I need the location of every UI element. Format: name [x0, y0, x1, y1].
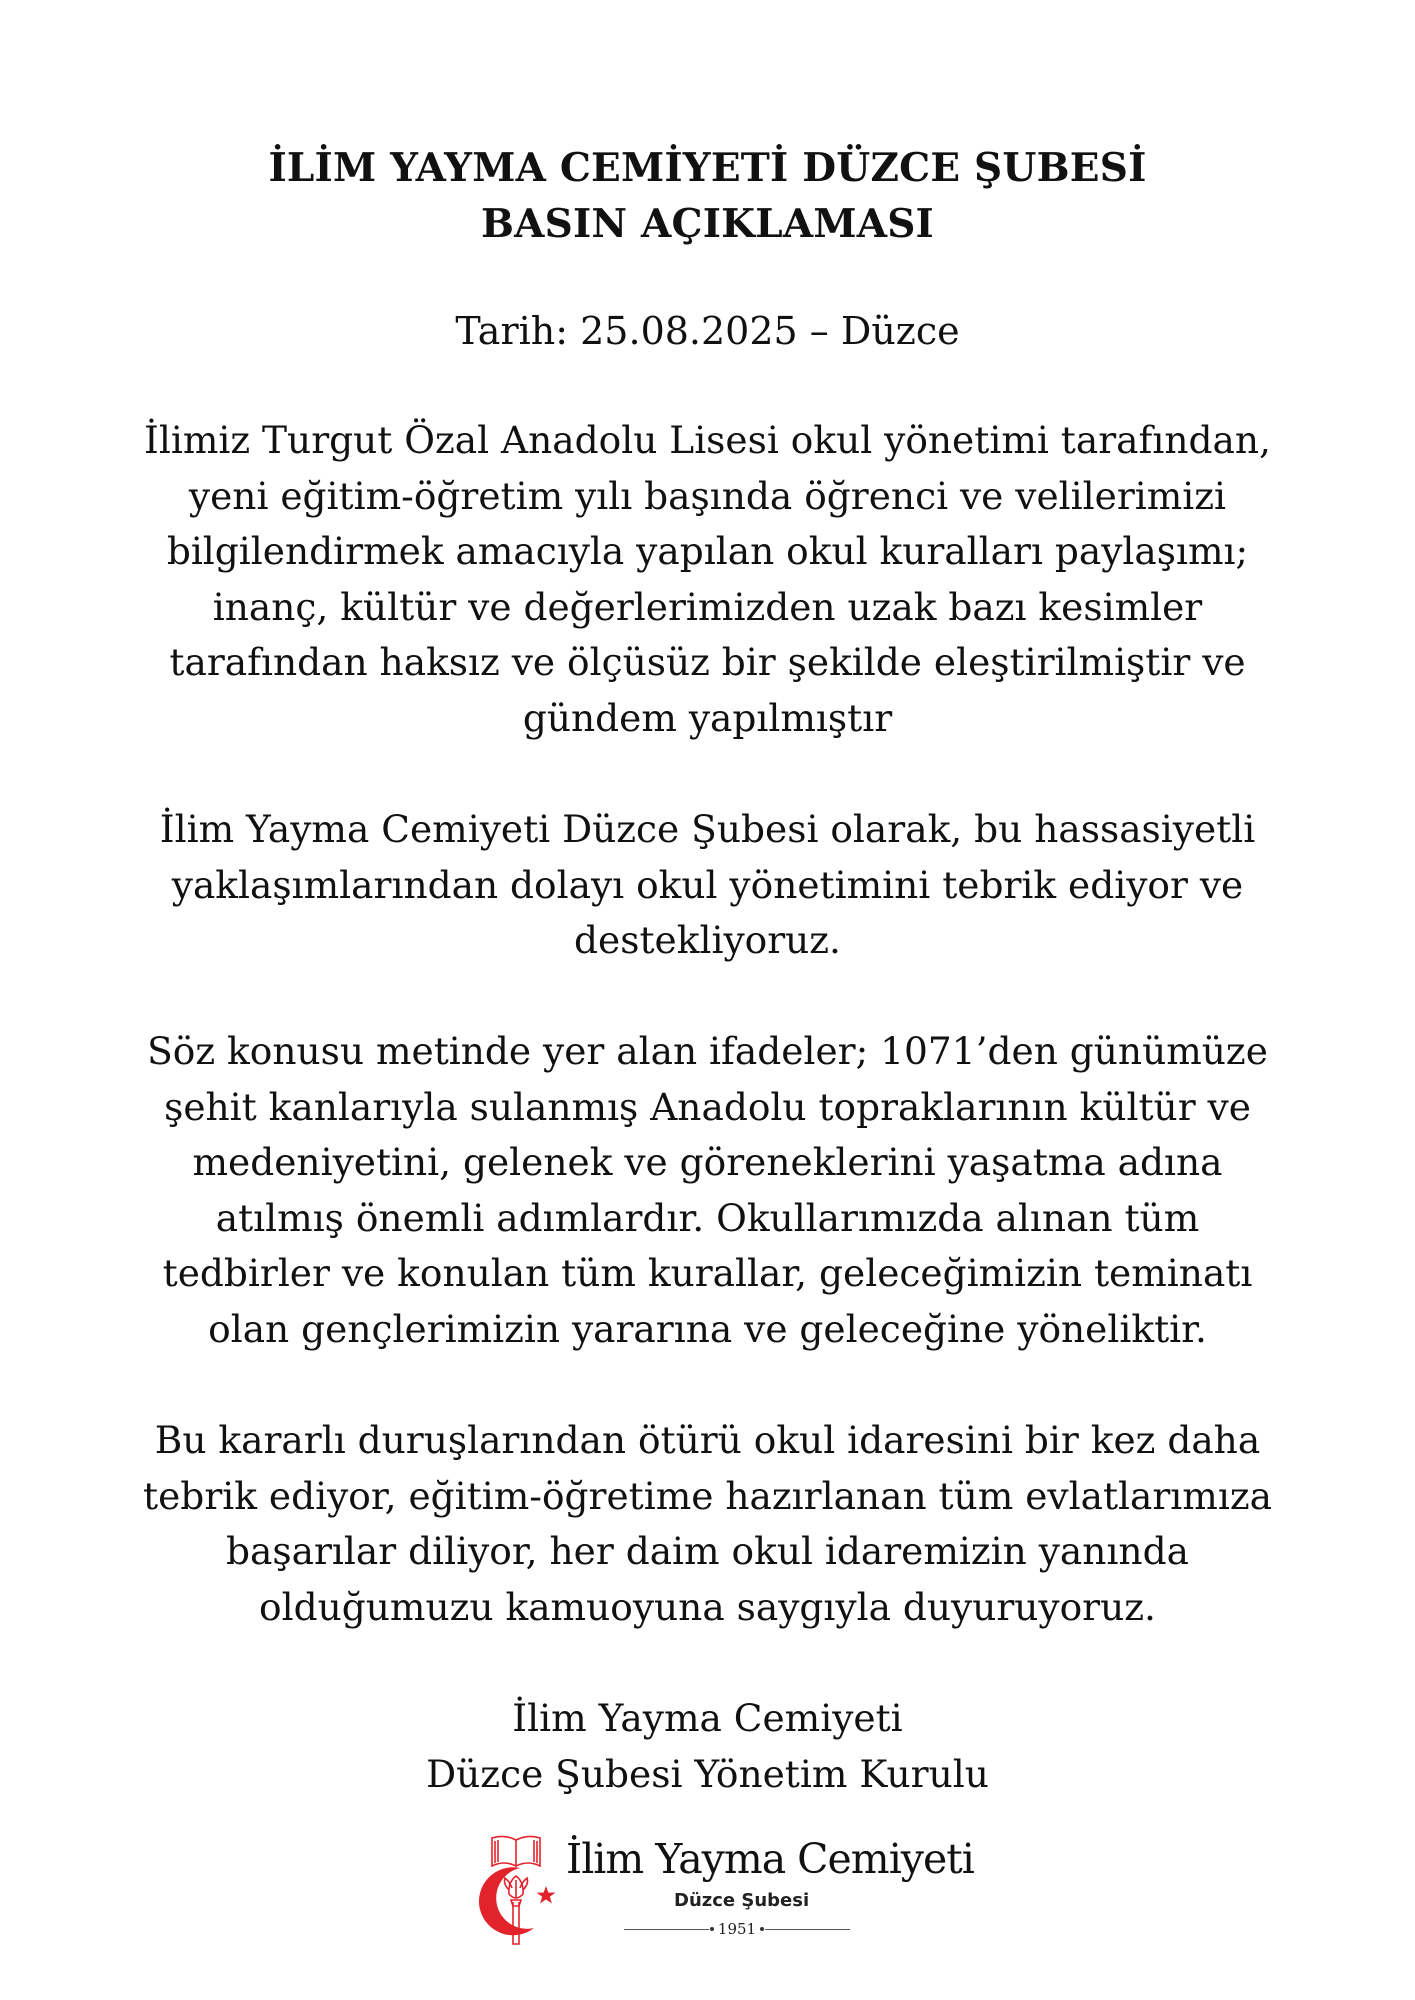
paragraph-line: atılmış önemli adımlardır. Okullarımızda alınan tüm: [215, 1195, 1200, 1240]
paragraph-line: tedbirler ve konulan tüm kurallar, geleceğimizin teminatı: [162, 1251, 1253, 1295]
paragraph-line: olan gençlerimizin yararına ve geleceğine yöneliktir.: [208, 1306, 1207, 1351]
paragraph-line: olduğumuzu kamuoyuna saygıyla duyuruyoruz.: [259, 1584, 1156, 1629]
paragraph-line: inanç, kültür ve değerlerimizden uzak bazı kesimler: [212, 584, 1203, 629]
crescent-star-book-tulip-icon: [478, 1832, 556, 1952]
paragraph-1: [0, 413, 1415, 746]
paragraph-line: Söz konusu metinde yer alan ifadeler; 1071’den günümüze: [147, 1029, 1268, 1073]
paragraph-line: medeniyetini, gelenek ve göreneklerini yaşatma adına: [192, 1140, 1223, 1184]
paragraph-line: tarafından haksız ve ölçüsüz bir şekilde eleştirilmiştir ve: [169, 640, 1246, 684]
logo-dot-right: [760, 1927, 764, 1931]
signature-line-1: İlim Yayma Cemiyeti: [512, 1696, 903, 1740]
logo-divider-right: [765, 1929, 850, 1930]
signature-block: [0, 1690, 1415, 1802]
logo-founding-year-row: [624, 1918, 850, 1940]
title-line-2: BASIN AÇIKLAMASI: [480, 201, 934, 247]
paragraph-line: İlim Yayma Cemiyeti Düzce Şubesi olarak, bu hassasiyetli: [159, 807, 1256, 851]
paragraph-line: bilgilendirmek amacıyla yapılan okul kuralları paylaşımı;: [166, 529, 1249, 573]
paragraph-line: başarılar diliyor, her daim okul idaremizin yanında: [226, 1529, 1189, 1573]
paragraph-line: tebrik ediyor, eğitim-öğretime hazırlanan tüm evlatlarımıza: [143, 1473, 1272, 1518]
paragraph-line: yaklaşımlarından dolayı okul yönetimini tebrik ediyor ve: [171, 862, 1244, 907]
paragraph-4: [0, 1413, 1415, 1635]
paragraph-3: [0, 1024, 1415, 1357]
paragraph-2: [0, 802, 1415, 969]
document-title: [0, 140, 1415, 252]
paragraph-line: Bu kararlı duruşlarından ötürü okul idaresini bir kez daha: [154, 1418, 1261, 1462]
signature-line-2: Düzce Şubesi Yönetim Kurulu: [426, 1752, 989, 1796]
logo-founding-year: 1951: [717, 1920, 757, 1938]
organization-logo: [478, 1832, 974, 1962]
date-line: Tarih: 25.08.2025 – Düzce: [455, 309, 960, 353]
paragraph-line: yeni eğitim-öğretim yılı başında öğrenci ve velilerimizi: [188, 473, 1227, 518]
logo-organization-name: İlim Yayma Cemiyeti: [566, 1835, 974, 1883]
logo-branch-name: Düzce Şubesi: [674, 1890, 810, 1911]
title-line-1: İLİM YAYMA CEMİYETİ DÜZCE ŞUBESİ: [268, 145, 1147, 191]
paragraph-line: gündem yapılmıştır: [522, 695, 893, 740]
paragraph-line: şehit kanlarıyla sulanmış Anadolu topraklarının kültür ve: [164, 1084, 1251, 1129]
paragraph-line: İlimiz Turgut Özal Anadolu Lisesi okul yönetimi tarafından,: [144, 418, 1271, 462]
paragraph-line: destekliyoruz.: [574, 918, 841, 962]
